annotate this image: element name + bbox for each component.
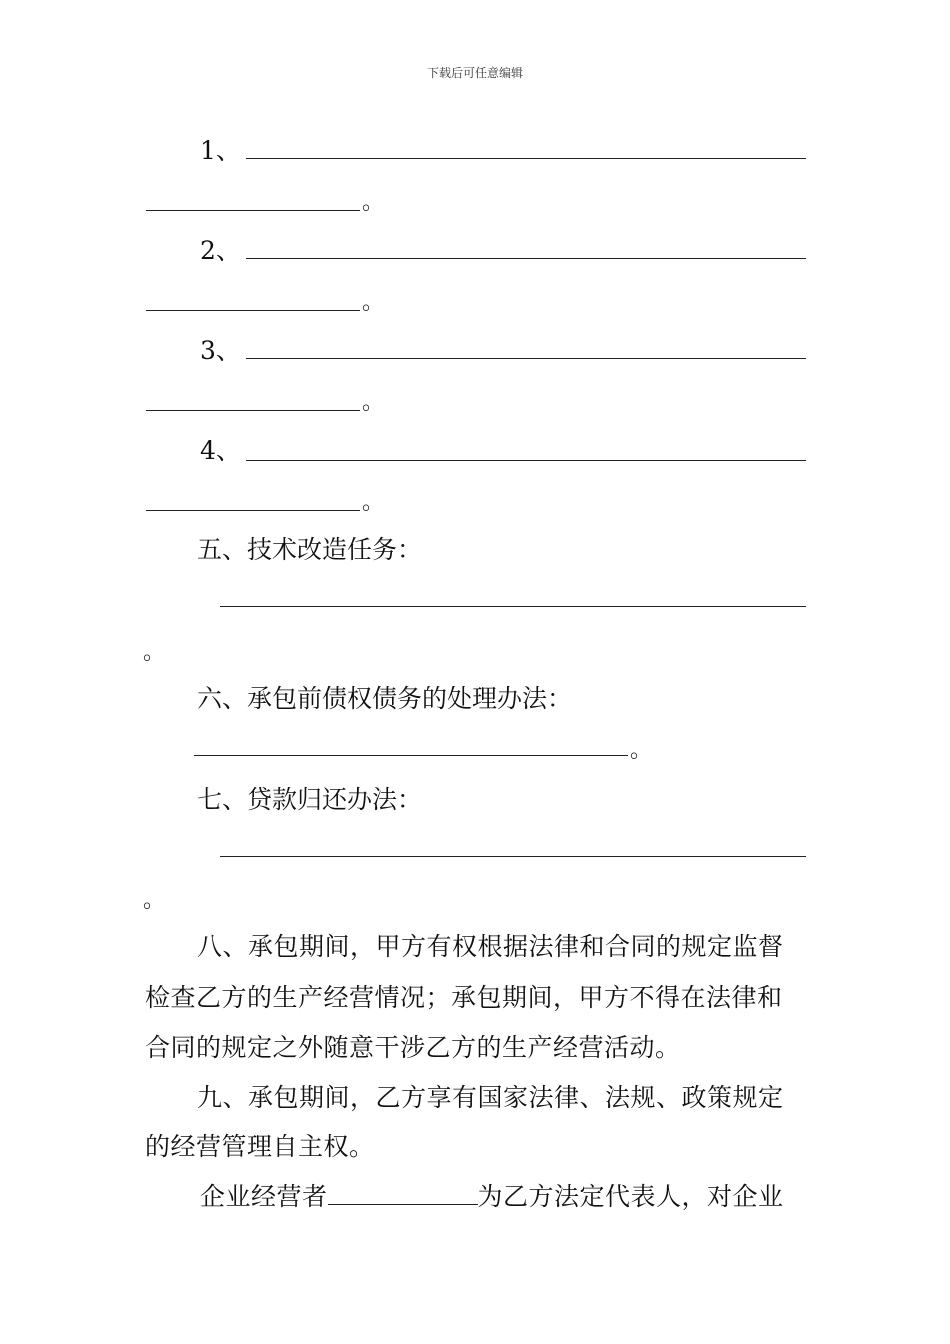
section-6-blank xyxy=(194,755,628,756)
item-3-period: 。 xyxy=(362,390,385,415)
item-1-label: 1、 xyxy=(200,136,241,165)
section-5-blank xyxy=(220,606,806,607)
item-1-blank-line-1 xyxy=(246,158,806,159)
section-8-line-1: 八、承包期间，甲方有权根据法律和合同的规定监督 xyxy=(197,932,784,961)
item-1-period: 。 xyxy=(362,190,385,215)
section-7-blank xyxy=(220,856,806,857)
item-3-blank-line-1 xyxy=(246,358,806,359)
item-4-period: 。 xyxy=(362,490,385,515)
item-2-label: 2、 xyxy=(200,236,241,265)
item-3-label: 3、 xyxy=(200,336,241,365)
section-9-line-1: 九、承包期间，乙方享有国家法律、法规、政策规定 xyxy=(197,1083,784,1112)
item-1-blank-line-2 xyxy=(146,210,360,211)
section-6-period: 。 xyxy=(630,738,653,763)
section-10-line xyxy=(200,1182,784,1212)
page-header: 下载后可任意编辑 xyxy=(426,66,523,80)
item-4-blank-line-1 xyxy=(246,460,806,461)
section-8-line-2: 检查乙方的生产经营情况；承包期间，甲方不得在法律和 xyxy=(145,983,783,1012)
section-6-heading: 六、承包前债权债务的处理办法： xyxy=(197,684,573,713)
section-5-period: 。 xyxy=(143,640,166,665)
section-8-line-3: 合同的规定之外随意干涉乙方的生产经营活动。 xyxy=(145,1033,681,1062)
item-4-blank-line-2 xyxy=(146,510,360,511)
item-2-blank-line-2 xyxy=(146,310,360,311)
section-5-heading: 五、技术改造任务： xyxy=(197,535,423,564)
section-7-heading: 七、贷款归还办法： xyxy=(197,785,423,814)
section-7-period: 。 xyxy=(143,888,166,913)
item-2-period: 。 xyxy=(362,290,385,315)
item-4-label: 4、 xyxy=(200,436,241,465)
section-10-blank xyxy=(328,1182,478,1205)
section-10-before-text: 企业经营者 xyxy=(200,1182,328,1211)
section-10-after-text: 为乙方法定代表人，对企业 xyxy=(477,1182,784,1211)
section-9-line-2: 的经营管理自主权。 xyxy=(145,1132,375,1161)
item-3-blank-line-2 xyxy=(146,410,360,411)
item-2-blank-line-1 xyxy=(246,258,806,259)
